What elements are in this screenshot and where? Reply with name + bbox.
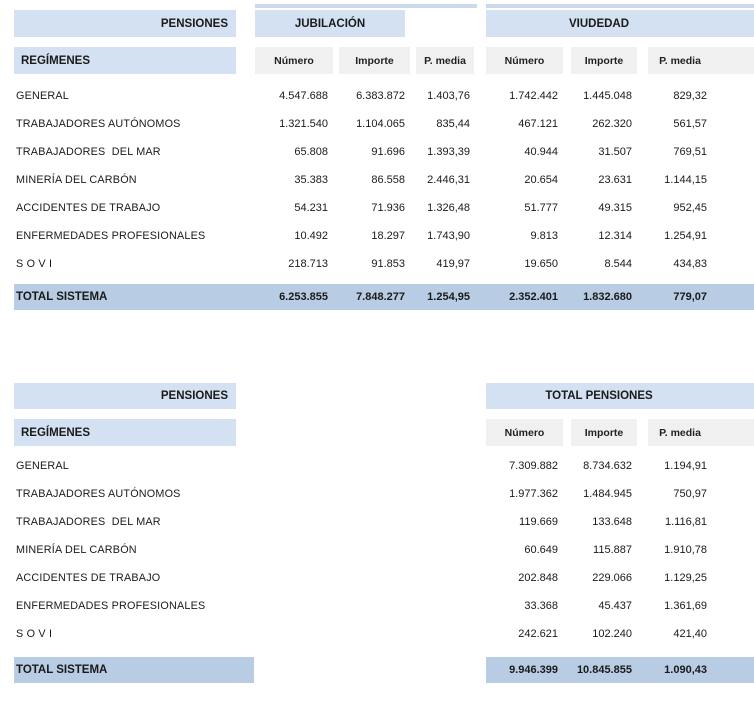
jubilacion-group-header [255, 10, 405, 37]
table-cell: 421,40 [673, 628, 707, 640]
column-header-total-pmedia [648, 419, 754, 446]
regimenes-header-1 [14, 47, 236, 74]
table-cell: 561,57 [673, 118, 707, 130]
table-cell: 1.910,78 [664, 544, 707, 556]
viudedad-group-label: VIUDEDAD [568, 17, 630, 30]
table-cell: 115.887 [593, 544, 632, 556]
table-cell: 18.297 [371, 230, 405, 242]
column-header-jubilacion-numero [255, 47, 333, 74]
table-row [0, 194, 754, 222]
table-row [0, 480, 754, 508]
table-cell: 8.734.632 [583, 460, 632, 472]
table-cell: 9.813 [530, 230, 558, 242]
table-cell: 133.648 [592, 516, 632, 528]
table-row [0, 508, 754, 536]
column-header-jubilacion-pmedia [416, 47, 474, 74]
table-cell: 65.808 [294, 146, 328, 158]
table-cell: 6.383.872 [356, 90, 405, 102]
table-row [0, 536, 754, 564]
table-cell: 1.393,39 [427, 146, 470, 158]
row-label: ACCIDENTES DE TRABAJO [16, 202, 161, 214]
table-row [0, 564, 754, 592]
row-label: ACCIDENTES DE TRABAJO [16, 572, 161, 584]
row-label: TRABAJADORES DEL MAR [16, 146, 161, 158]
table-cell: 1.743,90 [427, 230, 470, 242]
total-cell: 779,07 [673, 291, 707, 303]
column-header-viudedad-numero [486, 47, 563, 74]
table-cell: 20.654 [524, 174, 558, 186]
table-cell: 829,32 [673, 90, 707, 102]
table-cell: 769,51 [673, 146, 707, 158]
row-label: MINERÍA DEL CARBÓN [16, 174, 137, 186]
total-row [0, 657, 754, 683]
table-cell: 7.309.882 [509, 460, 558, 472]
column-header-label: Número [504, 426, 545, 439]
table-cell: 1.129,25 [664, 572, 707, 584]
table-cell: 54.231 [294, 202, 328, 214]
table-cell: 119.669 [519, 516, 558, 528]
regimenes-header-2 [14, 419, 236, 446]
table-cell: 750,97 [673, 488, 707, 500]
row-label: S O V I [16, 628, 53, 640]
table-cell: 33.368 [524, 600, 558, 612]
table-cell: 419,97 [436, 258, 470, 270]
table-cell: 60.649 [524, 544, 558, 556]
table-cell: 35.383 [294, 174, 328, 186]
table-cell: 1.194,91 [664, 460, 707, 472]
regimenes-header-label: REGÍMENES [21, 54, 91, 67]
table-cell: 10.492 [294, 230, 328, 242]
table-cell: 262.320 [592, 118, 632, 130]
table-cell: 1.977.362 [509, 488, 558, 500]
total-label: TOTAL SISTEMA [16, 291, 108, 303]
cropped-row-edge [486, 4, 754, 8]
table-row [0, 138, 754, 166]
column-header-label: P. media [659, 54, 701, 67]
row-label: GENERAL [16, 460, 70, 472]
total-pensiones-group-header [486, 383, 754, 409]
row-label: TRABAJADORES AUTÓNOMOS [16, 118, 181, 130]
table-cell: 1.403,76 [427, 90, 470, 102]
column-header-label: P. media [424, 54, 466, 67]
table-cell: 952,45 [673, 202, 707, 214]
total-cell: 1.832.680 [583, 291, 632, 303]
column-header-jubilacion-importe [339, 47, 410, 74]
table-cell: 434,83 [673, 258, 707, 270]
table-cell: 1.116,81 [664, 516, 707, 528]
table-cell: 2.446,31 [427, 174, 470, 186]
table-row [0, 166, 754, 194]
table-cell: 218.713 [288, 258, 328, 270]
table-row [0, 592, 754, 620]
table-cell: 1.321.540 [279, 118, 328, 130]
table-row [0, 82, 754, 110]
total-pensiones-group-label: TOTAL PENSIONES [545, 390, 653, 402]
table-cell: 1.445.048 [583, 90, 632, 102]
cropped-row-edge [255, 4, 477, 8]
table-cell: 91.853 [371, 258, 405, 270]
row-label: TRABAJADORES AUTÓNOMOS [16, 488, 181, 500]
table-cell: 1.484.945 [583, 488, 632, 500]
column-header-label: Importe [584, 426, 624, 439]
table-cell: 8.544 [604, 258, 632, 270]
pensiones-header-label: PENSIONES [160, 17, 228, 30]
column-header-label: Número [504, 54, 545, 67]
table-cell: 102.240 [592, 628, 632, 640]
pensiones-header-1 [14, 10, 236, 37]
total-cell: 1.090,43 [664, 664, 707, 676]
table-row [0, 452, 754, 480]
pensiones-header-label: PENSIONES [160, 390, 228, 402]
total-cell: 6.253.855 [279, 291, 328, 303]
table-cell: 71.936 [371, 202, 405, 214]
table-cell: 31.507 [598, 146, 632, 158]
column-header-viudedad-importe [571, 47, 637, 74]
column-header-label: Importe [355, 54, 394, 67]
row-label: ENFERMEDADES PROFESIONALES [16, 230, 206, 242]
table-cell: 1.254,91 [664, 230, 707, 242]
column-header-total-numero [486, 419, 563, 446]
row-label: TRABAJADORES DEL MAR [16, 516, 161, 528]
table-cell: 49.315 [598, 202, 632, 214]
table-cell: 40.944 [524, 146, 558, 158]
jubilacion-group-label: JUBILACIÓN [294, 17, 366, 30]
table-cell: 202.848 [518, 572, 558, 584]
table-row [0, 110, 754, 138]
table-cell: 45.437 [598, 600, 632, 612]
column-header-label: Importe [584, 54, 624, 67]
table-cell: 23.631 [598, 174, 632, 186]
column-header-viudedad-pmedia [648, 47, 754, 74]
row-label: ENFERMEDADES PROFESIONALES [16, 600, 206, 612]
column-header-total-importe [571, 419, 637, 446]
table-cell: 835,44 [436, 118, 470, 130]
table-cell: 86.558 [371, 174, 405, 186]
pensiones-header-2 [14, 383, 236, 409]
table-row [0, 620, 754, 648]
row-label: MINERÍA DEL CARBÓN [16, 544, 137, 556]
total-cell: 10.845.855 [576, 664, 632, 676]
total-row [0, 284, 754, 310]
row-label: GENERAL [16, 90, 70, 102]
table-cell: 19.650 [524, 258, 558, 270]
column-header-label: Número [274, 54, 314, 67]
total-cell: 9.946.399 [509, 664, 558, 676]
table-cell: 1.144,15 [664, 174, 707, 186]
total-label: TOTAL SISTEMA [16, 664, 108, 676]
table-cell: 4.547.688 [279, 90, 328, 102]
table-cell: 242.621 [518, 628, 558, 640]
table-row [0, 222, 754, 250]
table-cell: 1.326,48 [427, 202, 470, 214]
table-row [0, 250, 754, 278]
viudedad-group-header [486, 10, 754, 37]
row-label: S O V I [16, 258, 53, 270]
column-header-label: P. media [659, 426, 701, 439]
table-cell: 467.121 [518, 118, 558, 130]
total-cell: 2.352.401 [509, 291, 558, 303]
regimenes-header-label: REGÍMENES [21, 426, 91, 439]
table-cell: 1.742.442 [509, 90, 558, 102]
total-cell: 1.254,95 [427, 291, 470, 303]
table-cell: 12.314 [598, 230, 632, 242]
table-cell: 51.777 [524, 202, 558, 214]
total-cell: 7.848.277 [356, 291, 405, 303]
table-cell: 229.066 [592, 572, 632, 584]
table-cell: 1.361,69 [664, 600, 707, 612]
table-cell: 91.696 [371, 146, 405, 158]
table-cell: 1.104.065 [356, 118, 405, 130]
